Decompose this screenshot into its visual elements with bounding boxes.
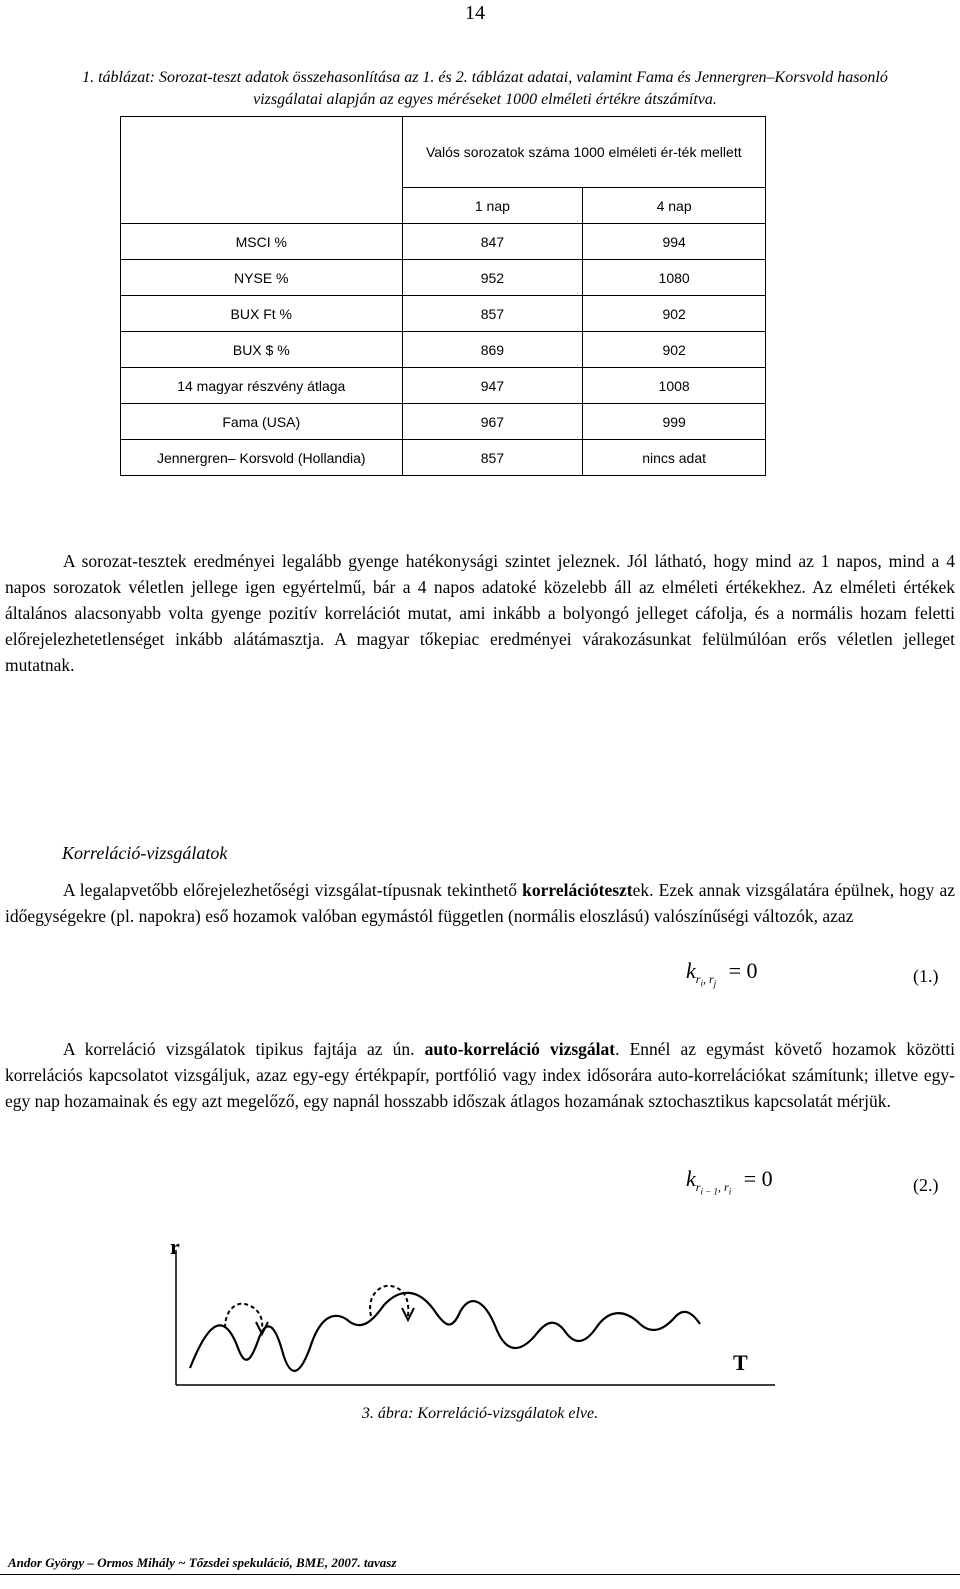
table-row xyxy=(121,440,766,476)
table-row xyxy=(121,404,766,440)
section-heading: Korreláció-vizsgálatok xyxy=(62,843,228,863)
row-value-1: 967 xyxy=(402,404,583,440)
paragraph-text-part1: A korreláció vizsgálatok tipikus fajtája az ún. xyxy=(63,1039,425,1059)
col-header-1-nap: 1 nap xyxy=(402,188,583,224)
equation-symbol-k: k xyxy=(686,1166,696,1191)
equation-2-label: (2.) xyxy=(913,1175,939,1195)
row-value-1: 857 xyxy=(402,440,583,476)
paragraph-text-part1: A legalapvetőbb előrejelezhetőségi vizsgálat-típusnak tekinthető xyxy=(63,880,523,900)
comparison-table xyxy=(120,116,766,476)
equation-sub-r: r xyxy=(695,1179,701,1194)
table-caption: 1. táblázat: Sorozat-teszt adatok összehasonlítása az 1. és 2. táblázat adatai, valamint Fama és Jennergren–Korsvold hasonló vizsgálatai alapján az egyes méréseket 1000 elméleti értékre átszámítva. xyxy=(82,69,888,108)
return-series-curve xyxy=(190,1293,700,1371)
row-label: 14 magyar részvény átlaga xyxy=(121,368,403,404)
row-value-1: 947 xyxy=(402,368,583,404)
paragraph-text xyxy=(5,877,955,929)
row-value-4: 999 xyxy=(583,404,766,440)
table-header-top-text: Valós sorozatok száma 1000 elméleti ér-ték mellett xyxy=(425,144,742,160)
equation-sub-i: i xyxy=(700,977,703,988)
table-row xyxy=(121,260,766,296)
footer-rule xyxy=(0,1574,960,1575)
paragraph-text: A sorozat-tesztek eredményei legalább gyenge hatékonysági szintet jeleznek. Jól látható, hogy mind az 1 napos, mind a 4 napos sorozatok véletlen jellege igen egyértelmű, bár a 4 napos adatoké közelebb áll az elméleti értékekhez. Az elméleti értékek általános alacsonyabb volta gyenge pozitív korrelációt mutat, ami inkább a bolyongó jelleget cáfolja, és a normális hozam feletti előrejelezhetetlenséget inkább alátámasztja. A magyar tőkepiac eredményei várakozásunkat felülmúlóan erős véletlen jelleget mutatnak. xyxy=(5,551,955,675)
paragraph-sorozat-tesztek xyxy=(5,548,955,678)
table-row xyxy=(121,332,766,368)
row-value-1: 869 xyxy=(402,332,583,368)
equation-1 xyxy=(686,958,758,988)
table-row xyxy=(121,296,766,332)
row-value-4: 902 xyxy=(583,296,766,332)
paragraph-text-part2: . Ennél az egymást követő hozamok közötti korrelációs kapcsolatot vizsgáljuk, azaz egy-egy értékpapír, portfólió vagy index idősorára auto-korrelációkat számítunk; illetve egy-egy nap hozamainak és egy azt megelőző, egy napnál hosszabb időszak átlagos hozamának sztochasztikus kapcsolatát mérjük. xyxy=(5,1039,955,1111)
figure-caption: 3. ábra: Korreláció-vizsgálatok elve. xyxy=(361,1405,599,1422)
row-label: MSCI % xyxy=(121,224,403,260)
row-label: BUX Ft % xyxy=(121,296,403,332)
paragraph-auto-korrelacio xyxy=(5,1036,955,1114)
equation-sub-i: i xyxy=(728,1185,732,1196)
x-axis-label: T xyxy=(733,1350,748,1375)
equation-1-label: (1.) xyxy=(913,966,939,986)
equation-sub-j: j xyxy=(713,977,717,988)
row-label: NYSE % xyxy=(121,260,403,296)
equation-sub-comma: , r xyxy=(702,971,714,986)
equation-2 xyxy=(686,1166,773,1196)
row-label: BUX $ % xyxy=(121,332,403,368)
table-header-top xyxy=(402,117,765,188)
equation-rhs: = 0 xyxy=(743,1166,773,1191)
equation-sub-r: r xyxy=(695,971,701,986)
row-value-1: 952 xyxy=(402,260,583,296)
equation-sub-comma: , r xyxy=(718,1179,729,1194)
row-value-4: nincs adat xyxy=(583,440,766,476)
table-row xyxy=(121,368,766,404)
row-value-1: 857 xyxy=(402,296,583,332)
equation-rhs: = 0 xyxy=(728,958,758,983)
equation-sub-i-minus-1: i − 1 xyxy=(700,1185,719,1196)
row-value-1: 847 xyxy=(402,224,583,260)
row-label: Fama (USA) xyxy=(121,404,403,440)
paragraph-text xyxy=(5,1036,955,1114)
paragraph-korrelacioteszt xyxy=(5,877,955,929)
row-value-4: 902 xyxy=(583,332,766,368)
row-label: Jennergren– Korsvold (Hollandia) xyxy=(121,440,403,476)
table-row xyxy=(121,224,766,260)
row-value-4: 1008 xyxy=(583,368,766,404)
paragraph-term-bold: auto-korreláció vizsgálat xyxy=(424,1039,616,1059)
y-axis-label: r xyxy=(170,1234,180,1259)
correlation-figure xyxy=(0,1230,960,1400)
row-value-4: 994 xyxy=(583,224,766,260)
table-corner-cell xyxy=(121,117,403,224)
paragraph-text-part2: ek. Ezek annak vizsgálatára épülnek, hogy az időegységekre (pl. napokra) eső hozamok valóban egymástól független (normális eloszlású) valószínűségi változók, azaz xyxy=(5,880,955,926)
equation-symbol-k: k xyxy=(686,958,696,983)
paragraph-term-bold: korrelációteszt xyxy=(522,880,633,900)
page-footer: Andor György – Ormos Mihály ~ Tőzsdei spekuláció, BME, 2007. tavasz xyxy=(8,1555,397,1570)
col-header-4-nap: 4 nap xyxy=(583,188,766,224)
page-number: 14 xyxy=(465,2,485,24)
row-value-4: 1080 xyxy=(583,260,766,296)
lag-arrow-1 xyxy=(225,1304,262,1330)
